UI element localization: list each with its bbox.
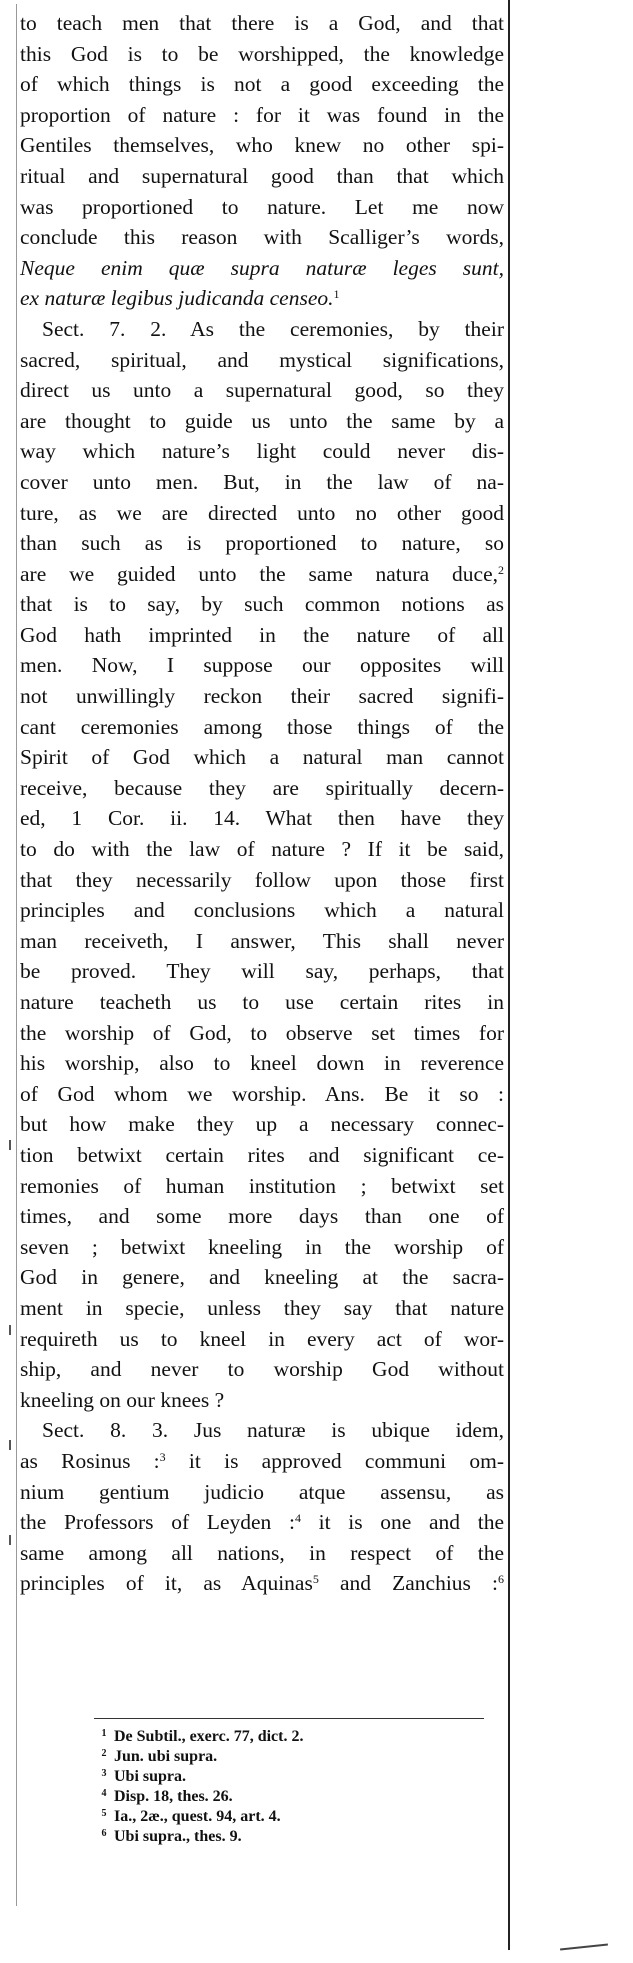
- text-line: [20, 1568, 504, 1599]
- text-line: to teach men that there is a God, and that: [20, 11, 504, 35]
- text-line: God hath imprinted in the nature of all: [20, 622, 504, 647]
- footnote-mark: 5: [101, 1808, 107, 1819]
- text-line: Spirit of God which a natural man cannot: [20, 745, 504, 770]
- text-line: times, and some more days than one of: [20, 1204, 504, 1229]
- text-run: principles of it, as Aquinas: [20, 1571, 313, 1596]
- text-line: his worship, also to kneel down in reverence: [20, 1051, 504, 1076]
- text-line: the worship of God, to observe set times for: [20, 1020, 504, 1045]
- text-line: of which things is not a good exceeding the: [20, 72, 504, 97]
- footnote-mark: 2: [101, 1748, 107, 1759]
- latin-quote: ex naturæ legibus judicanda censeo.: [20, 286, 334, 311]
- text-line: man receiveth, I answer, This shall never: [20, 928, 504, 953]
- text-run: the Professors of Leyden :: [20, 1510, 295, 1535]
- text-line: proportion of nature : for it was found in the: [20, 102, 504, 127]
- text-line: ship, and never to worship God without: [20, 1357, 504, 1382]
- text-line: ture, as we are directed unto no other good: [20, 500, 504, 525]
- footnote-ref[interactable]: 1: [333, 287, 340, 302]
- footnote-text: Ia., 2æ., quest. 94, art. 4.: [114, 1808, 281, 1825]
- footnote-text: Jun. ubi supra.: [114, 1748, 218, 1765]
- footnote-text: De Subtil., exerc. 77, dict. 2.: [114, 1728, 304, 1745]
- footnote-ref[interactable]: 6: [498, 1572, 504, 1587]
- footnote-mark: 6: [101, 1828, 107, 1839]
- text-line: Gentiles themselves, who knew no other spi-: [20, 133, 504, 158]
- text-line: kneeling on our knees ?: [20, 1387, 225, 1412]
- text-line: ed, 1 Cor. ii. 14. What then have they: [20, 806, 504, 831]
- text-run: and Zanchius :: [318, 1571, 498, 1596]
- footnote: [94, 1824, 494, 1844]
- footnote: [94, 1784, 494, 1804]
- text-line: seven ; betwixt kneeling in the worship of: [20, 1234, 504, 1259]
- margin-mark: [9, 1535, 11, 1545]
- text-line: God in genere, and kneeling at the sacra-: [20, 1265, 504, 1290]
- footnote: [94, 1744, 494, 1764]
- text-line: ritual and supernatural good than that which: [20, 163, 504, 188]
- text-line: conclude this reason with Scalliger’s words,: [20, 225, 504, 250]
- text-line: way which nature’s light could never dis-: [20, 439, 504, 464]
- text-run: are we guided unto the same natura duce,: [20, 561, 498, 586]
- text-line: than such as is proportioned to nature, so: [20, 531, 504, 556]
- text-line: was proportioned to nature. Let me now: [20, 194, 504, 219]
- footnote-ref[interactable]: 4: [294, 1511, 301, 1526]
- footnote: [94, 1804, 494, 1824]
- text-line: nature teacheth us to use certain rites in: [20, 990, 504, 1014]
- scan-mark: [560, 1943, 608, 1950]
- footnote: [94, 1764, 494, 1784]
- footnote-text: Ubi supra.: [114, 1768, 187, 1785]
- text-line: [20, 559, 504, 590]
- text-line: are thought to guide us unto the same by a: [20, 408, 504, 433]
- text-line: cover unto men. But, in the law of na-: [20, 469, 504, 494]
- footnote-mark: 1: [101, 1728, 107, 1739]
- text-line: this God is to be worshipped, the knowledge: [20, 41, 504, 66]
- text-line: of God whom we worship. Ans. Be it so :: [20, 1081, 504, 1106]
- text-line: but how make they up a necessary connec-: [20, 1112, 504, 1137]
- footnote-ref[interactable]: 5: [312, 1572, 319, 1587]
- text-line: [20, 283, 504, 314]
- footnote-divider: [94, 1718, 484, 1719]
- text-line: direct us unto a supernatural good, so they: [20, 378, 504, 403]
- text-line: tion betwixt certain rites and significant ce-: [20, 1142, 504, 1167]
- text-run: it is approved communi om-: [165, 1448, 504, 1473]
- left-margin-rule: [16, 4, 17, 1906]
- text-line: requireth us to kneel in every act of wor-: [20, 1326, 504, 1351]
- text-line: cant ceremonies among those things of the: [20, 714, 504, 739]
- text-line: [20, 1446, 504, 1477]
- text-line: be proved. They will say, perhaps, that: [20, 959, 504, 984]
- footnote: [94, 1724, 494, 1744]
- footnote-mark: 4: [101, 1788, 107, 1799]
- text-line: remonies of human institution ; betwixt set: [20, 1173, 504, 1198]
- text-line: principles and conclusions which a natural: [20, 898, 504, 923]
- text-line: men. Now, I suppose our opposites will: [20, 653, 504, 678]
- text-line: [20, 1507, 504, 1538]
- text-line: to do with the law of nature ? If it be said,: [20, 837, 504, 862]
- footnote-ref[interactable]: 2: [498, 562, 504, 577]
- latin-quote: Neque enim quæ supra naturæ leges sunt,: [20, 255, 504, 280]
- text-line: sacred, spiritual, and mystical significations,: [20, 347, 504, 372]
- margin-mark: [9, 1440, 11, 1450]
- section-line: Sect. 7. 2. As the ceremonies, by their: [42, 316, 504, 341]
- text-line: not unwillingly reckon their sacred signifi-: [20, 684, 504, 709]
- page-body: [20, 8, 504, 1599]
- text-run: as Rosinus :: [20, 1448, 160, 1473]
- margin-mark: [9, 1140, 11, 1150]
- text-run: it is one and the: [300, 1510, 504, 1535]
- footnote-text: Ubi supra., thes. 9.: [114, 1828, 242, 1845]
- footnote-mark: 3: [101, 1768, 107, 1779]
- section-line: Sect. 8. 3. Jus naturæ is ubique idem,: [42, 1418, 504, 1443]
- text-line: that they necessarily follow upon those first: [20, 867, 504, 892]
- text-line: that is to say, by such common notions as: [20, 592, 504, 617]
- footnote-ref[interactable]: 3: [159, 1449, 166, 1464]
- margin-mark: [9, 1325, 11, 1335]
- text-line: nium gentium judicio atque assensu, as: [20, 1479, 504, 1504]
- text-line: [20, 253, 504, 284]
- right-margin-rule: [508, 0, 510, 1950]
- text-line: same among all nations, in respect of the: [20, 1540, 504, 1565]
- footnote-text: Disp. 18, thes. 26.: [114, 1788, 233, 1805]
- text-line: receive, because they are spiritually decern-: [20, 775, 504, 800]
- text-line: ment in specie, unless they say that nature: [20, 1295, 504, 1320]
